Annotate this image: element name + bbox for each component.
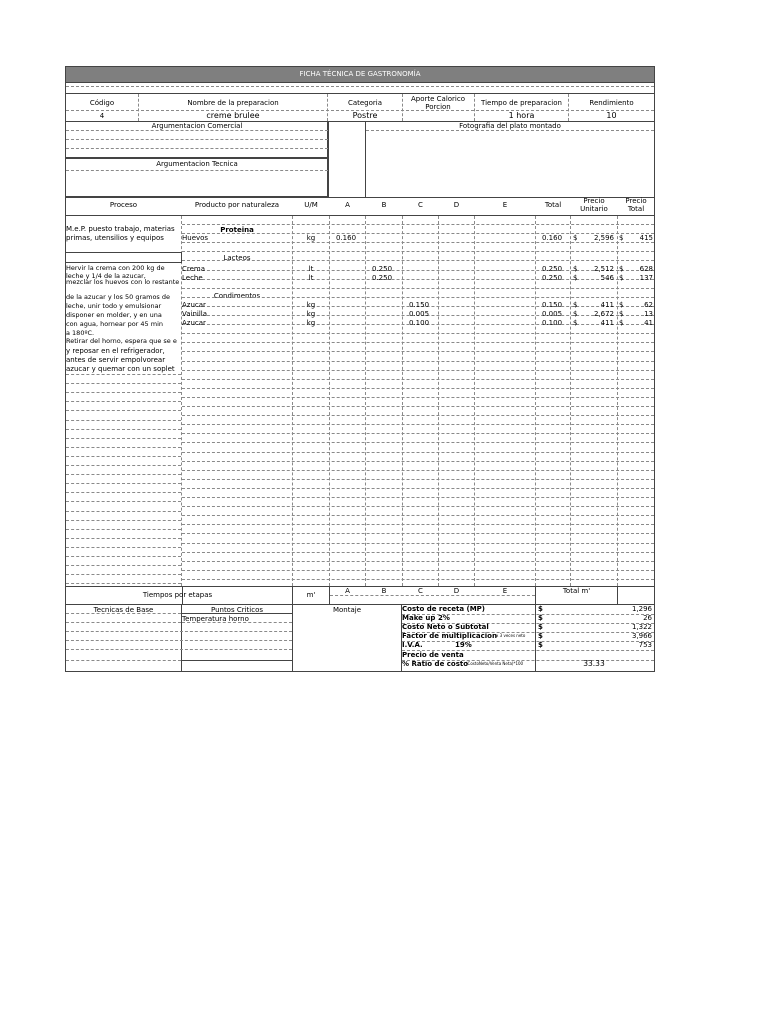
grid-row-line <box>182 579 654 580</box>
group-condimentos: Condimentos <box>213 292 261 300</box>
proceso-mep: M.e.P. puesto trabajo, materias primas, utensilios y equipos <box>66 225 175 242</box>
ingredient-um: kg <box>306 234 316 242</box>
ingredient-total-price: 41 <box>644 319 653 327</box>
cost-currency: $ <box>538 605 543 613</box>
grid-row-line <box>66 401 181 402</box>
grid-row-line <box>182 361 654 362</box>
ingredient-unit-price: 2,596 <box>593 234 614 242</box>
tiempos-d: D <box>453 587 460 595</box>
ingredient-unit-currency: $ <box>573 265 578 273</box>
cost-currency: $ <box>538 623 543 631</box>
ingredient-unit-price: 2,512 <box>593 265 614 273</box>
ingredient-total-price: 62 <box>644 301 653 309</box>
ingredient-unit-price: 546 <box>600 274 614 282</box>
ingredient-unit-currency: $ <box>573 301 578 309</box>
col-a: A <box>345 201 350 209</box>
grid-row-line <box>66 565 181 566</box>
ingredient-name: Crema <box>182 265 206 273</box>
grid-row-line <box>66 574 181 575</box>
ingredient-total-currency: $ <box>619 265 624 273</box>
grid-row-line <box>182 452 654 453</box>
tiempos-label: Tiempos por etapas <box>142 591 213 599</box>
ingredient-um: lt <box>308 274 314 282</box>
proceso-grados: a 180ºC. <box>66 329 95 337</box>
grid-row-line <box>182 297 654 298</box>
proceso-disponer: disponer en molder, y en una <box>66 311 162 319</box>
col-e: E <box>502 201 508 209</box>
cost-value: 753 <box>638 641 652 649</box>
tiempos-e: E <box>502 587 508 595</box>
grid-col-line <box>402 216 403 586</box>
codigo-label: Código <box>89 99 115 107</box>
arg-tecnica-label: Argumentacion Tecnica <box>156 160 238 168</box>
temperatura-label: Temperatura horno <box>182 615 249 623</box>
ingredient-name: Azucar <box>182 301 206 309</box>
ingredient-total: 0.150 <box>542 301 563 309</box>
cost-label: Make up <box>402 614 436 622</box>
grid-row-line <box>182 242 654 243</box>
grid-row-line <box>182 397 654 398</box>
grid-row-line <box>182 351 654 352</box>
grid-row-line <box>66 529 181 530</box>
grid-row-line <box>182 552 654 553</box>
cost-currency: $ <box>538 614 543 622</box>
grid-row-line <box>182 524 654 525</box>
cost-label: Precio de venta <box>402 651 464 659</box>
grid-col-line <box>474 216 475 586</box>
grid-row-line <box>66 492 181 493</box>
col-b: B <box>381 201 387 209</box>
proceso-hervir: Hervir la crema con 200 kg de leche y 1/4 de la azucar, <box>66 264 165 280</box>
grid-row-line <box>182 388 654 389</box>
page-title: FICHA TÉCNICA DE GASTRONOMÍA <box>299 70 421 78</box>
grid-row-line <box>182 424 654 425</box>
col-d: D <box>453 201 460 209</box>
grid-row-line <box>182 506 654 507</box>
tiempos-total: Total m' <box>562 587 591 595</box>
grid-row-line <box>66 501 181 502</box>
grid-row-line <box>66 447 181 448</box>
proceso-azucar50: de la azucar y los 50 gramos de <box>66 293 171 301</box>
grid-row-line <box>182 251 654 252</box>
grid-col-line <box>535 216 536 586</box>
tecnicas-label: Tecnicas de Base <box>93 606 154 614</box>
ingredient-total: 0.250 <box>542 265 563 273</box>
cost-value: 3,966 <box>631 632 652 640</box>
grid-row-line <box>66 547 181 548</box>
nombre-label: Nombre de la preparacion <box>187 99 279 107</box>
cost-value: 1,322 <box>631 623 652 631</box>
cost-label: Factor de multiplicacion <box>402 632 497 640</box>
grid-row-line <box>182 406 654 407</box>
grid-col-line <box>617 216 618 586</box>
ingredient-qty-c: 0.100 <box>409 319 430 327</box>
grid-col-line <box>365 216 366 586</box>
cost-label: I.V.A. <box>402 641 423 649</box>
col-c: C <box>418 201 423 209</box>
col-precio-total: Precio Total <box>625 197 647 213</box>
grid-row-line <box>182 333 654 334</box>
grid-row-line <box>66 483 181 484</box>
grid-row-line <box>182 497 654 498</box>
grid-row-line <box>182 470 654 471</box>
grid-row-line <box>66 583 181 584</box>
ingredient-total-currency: $ <box>619 234 624 242</box>
foto-label: Fotografia del plato montado <box>459 122 561 130</box>
ingredient-unit-currency: $ <box>573 234 578 242</box>
ingredient-qty-b: 0.250 <box>372 265 393 273</box>
ingredient-total: 0.160 <box>542 234 563 242</box>
grid-row-line <box>182 379 654 380</box>
ingredient-qty-c: 0.150 <box>409 301 430 309</box>
proceso-box <box>65 252 182 263</box>
cost-currency: $ <box>538 632 543 640</box>
ingredient-total-currency: $ <box>619 319 624 327</box>
rendimiento-value: 10 <box>606 111 617 120</box>
col-um: U/M <box>304 201 318 209</box>
cost-percent: 19% <box>455 641 472 649</box>
categoria-value: Postre <box>352 111 378 120</box>
grid-row-line <box>182 224 654 225</box>
cost-currency: $ <box>538 641 543 649</box>
ingredient-total-price: 628 <box>639 265 653 273</box>
nombre-value: creme brulee <box>206 111 260 120</box>
grid-row-line <box>182 442 654 443</box>
proceso-reposar: y reposar en el refrigerador, <box>66 347 165 355</box>
ingredient-unit-price: 2,672 <box>593 310 614 318</box>
ingredient-total-currency: $ <box>619 274 624 282</box>
tiempos-unit: m' <box>306 591 316 599</box>
proceso-agua: con agua, hornear por 45 min <box>66 320 164 328</box>
cost-label: Costo de receta (MP) <box>402 605 485 613</box>
cost-value: 1,296 <box>631 605 652 613</box>
grid-row-line <box>182 461 654 462</box>
grid-col-line <box>438 216 439 586</box>
proceso-leche-unir: leche, unir todo y emulsionar <box>66 302 162 310</box>
grid-row-line <box>66 374 181 375</box>
cost-label: % Ratio de costo <box>402 660 469 668</box>
grid-row-line <box>66 438 181 439</box>
grid-row-line <box>182 415 654 416</box>
tiempo-value: 1 hora <box>508 111 535 120</box>
grid-row-line <box>182 342 654 343</box>
proceso-retirar: Retirar del horno, espera que se e <box>66 337 177 345</box>
montaje-label: Montaje <box>332 606 362 614</box>
categoria-label: Categoria <box>347 99 383 107</box>
ingredient-unit-price: 411 <box>600 301 614 309</box>
puntos-label: Puntos Criticos <box>210 606 264 614</box>
ingredient-total: 0.100 <box>542 319 563 327</box>
grid-row-line <box>66 511 181 512</box>
grid-row-line <box>182 433 654 434</box>
grid-row-line <box>182 543 654 544</box>
grid-row-line <box>66 456 181 457</box>
grid-row-line <box>66 465 181 466</box>
grid-row-line <box>66 538 181 539</box>
ingredient-qty-a: 0.160 <box>336 234 357 242</box>
ingredient-total-price: 13 <box>644 310 653 318</box>
tiempos-c: C <box>418 587 423 595</box>
ingredient-total-currency: $ <box>619 310 624 318</box>
ingredient-total-price: 137 <box>639 274 653 282</box>
grid-row-line <box>66 410 181 411</box>
ingredient-um: kg <box>306 319 316 327</box>
grid-row-line <box>182 370 654 371</box>
ingredient-unit-currency: $ <box>573 319 578 327</box>
tiempos-b: B <box>381 587 387 595</box>
grid-row-line <box>66 556 181 557</box>
cost-percent: 2% <box>438 614 450 622</box>
ingredient-total-currency: $ <box>619 301 624 309</box>
rendimiento-label: Rendimiento <box>589 99 634 107</box>
ingredient-um: kg <box>306 310 316 318</box>
grid-row-line <box>182 288 654 289</box>
group-lacteos: Lacteos <box>223 254 251 262</box>
group-proteina: Proteina <box>220 226 254 234</box>
grid-row-line <box>182 561 654 562</box>
cost-note: x 3 veces neto <box>496 633 526 638</box>
ingredient-total-price: 415 <box>639 234 653 242</box>
grid-row-line <box>182 260 654 261</box>
codigo-value: 4 <box>99 112 105 120</box>
ingredient-qty-b: 0.250 <box>372 274 393 282</box>
tiempos-a: A <box>345 587 350 595</box>
proceso-azucar-quemar: azucar y quemar con un soplet <box>66 365 175 373</box>
cost-value: 33.33 <box>583 659 605 668</box>
arg-comercial-label: Argumentacion Comercial <box>151 122 243 130</box>
col-total: Total <box>544 201 562 209</box>
ingredient-qty-c: 0.005 <box>409 310 430 318</box>
ingredient-um: kg <box>306 301 316 309</box>
grid-row-line <box>66 420 181 421</box>
ingredient-name: Azucar <box>182 319 206 327</box>
grid-row-line <box>66 383 181 384</box>
grid-row-line <box>66 392 181 393</box>
ingredient-name: Vainilla <box>182 310 208 318</box>
ingredient-name: Leche <box>182 274 203 282</box>
grid-row-line <box>182 515 654 516</box>
grid-row-line <box>66 474 181 475</box>
grid-col-line <box>329 216 330 586</box>
cost-value: 26 <box>643 614 652 622</box>
col-precio-unitario: Precio Unitario <box>580 197 608 213</box>
tiempo-label: Tiempo de preparacion <box>481 99 562 107</box>
proceso-mezclar: mezclar los huevos con lo restante <box>66 278 180 286</box>
grid-row-line <box>182 533 654 534</box>
ingredient-unit-currency: $ <box>573 274 578 282</box>
grid-row-line <box>182 488 654 489</box>
aporte-label: Aporte Calorico Porcion <box>410 95 466 111</box>
ingredient-unit-price: 411 <box>600 319 614 327</box>
ingredient-name: Huevos <box>182 234 209 242</box>
ingredient-um: lt <box>308 265 314 273</box>
grid-row-line <box>66 520 181 521</box>
grid-row-line <box>182 570 654 571</box>
proceso-antes: antes de servir empolvorear <box>66 356 166 364</box>
cost-label: Costo Neto o Subtotal <box>402 623 489 631</box>
grid-row-line <box>182 479 654 480</box>
col-proceso: Proceso <box>109 201 138 209</box>
ingredient-total: 0.005 <box>542 310 563 318</box>
cost-note: (CostoNeto/Venta Neta)*100 <box>466 661 524 666</box>
grid-row-line <box>66 429 181 430</box>
ingredient-total: 0.250 <box>542 274 563 282</box>
col-producto: Producto por naturaleza <box>194 201 280 209</box>
ingredient-unit-currency: $ <box>573 310 578 318</box>
